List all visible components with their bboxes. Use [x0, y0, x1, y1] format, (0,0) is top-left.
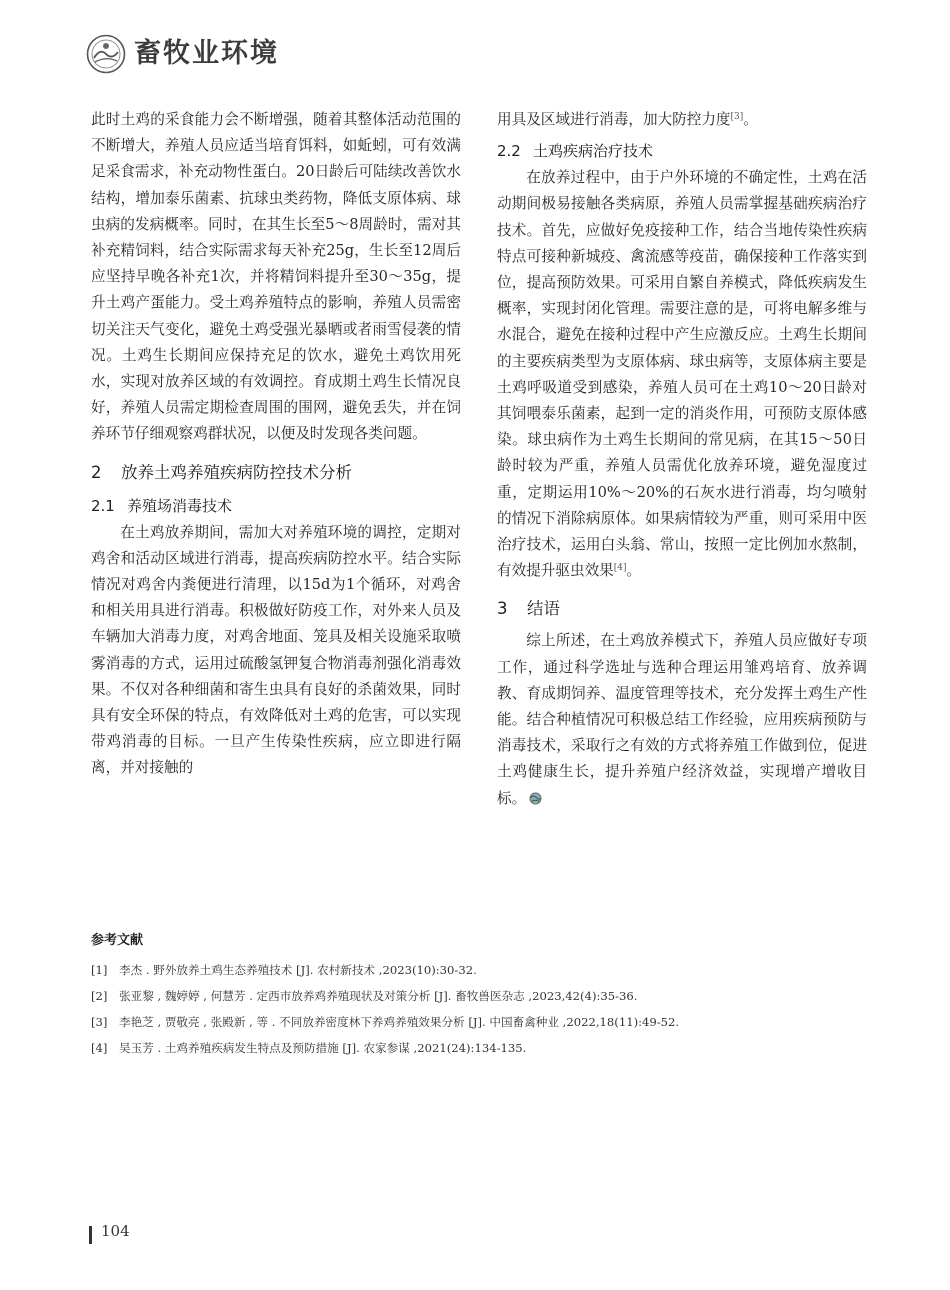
section-title: 放养土鸡养殖疾病防控技术分析 [121, 462, 352, 482]
references [91, 929, 871, 1061]
subsection-number: 2.2 [497, 142, 521, 161]
references-title: 参考文献 [91, 933, 144, 948]
subsection-heading [91, 494, 461, 518]
page-number-bar [89, 1226, 92, 1244]
reference-text: 张亚黎 , 魏婷婷 , 何慧芳 . 定西市放养鸡养殖现状及对策分析 [J]. 畜牧兽医杂志 ,2023,42(4):35-36. [119, 989, 638, 1003]
reference-text: 李艳芝 , 贾敬亮 , 张殿新 , 等 . 不同放养密度林下养鸡养殖效果分析 [J]. 中国畜禽种业 ,2022,18(11):49-52. [119, 1015, 680, 1029]
body-paragraph [497, 628, 867, 811]
paragraph-text: 在放养过程中，由于户外环境的不确定性，土鸡在活动期间极易接触各类病原，养殖人员需掌握基础疾病治疗技术。首先，应做好免疫接种工作，结合当地传染性疾病特点可接种新城疫、禽流感等疫苗，确保接种工作落实到位，提高预防效果。可采用自繁自养模式，降低疾病发生概率，实现封闭化管理。需要注意的是，可将电解多维与水混合，避免在接种过程中产生应激反应。土鸡生长期间的主要疾病类型为支原体病、球虫病等，支原体病主要是土鸡呼吸道受到感染，养殖人员可在土鸡10～20日龄对其饲喂泰乐菌素，起到一定的消炎作用，可预防支原体感染。球虫病作为土鸡生长期间的常见病，在其15～50日龄时较为严重，养殖人员需优化放养环境，避免湿度过重，定期运用10%～20%的石灰水进行消毒，均匀喷射的情况下消除病原体。如果病情较为严重，则可采用中医治疗技术，运用白头翁、常山，按照一定比例加水熬制，有效提升驱虫效果 [497, 169, 867, 580]
journal-logo-icon [86, 34, 126, 74]
body-paragraph [497, 107, 867, 133]
body-paragraph [497, 165, 867, 584]
reference-number: [3] [91, 1015, 108, 1029]
page-header [86, 30, 279, 78]
section-number: 3 [497, 599, 508, 619]
citation: [3] [730, 112, 744, 122]
section-title: 结语 [527, 599, 560, 619]
citation: [4] [613, 563, 627, 574]
subsection-title: 土鸡疾病治疗技术 [533, 142, 654, 161]
subsection-heading [497, 139, 867, 163]
subsection-title: 养殖场消毒技术 [127, 496, 233, 515]
reference-text: 李杰 . 野外放养土鸡生态养殖技术 [J]. 农村新技术 ,2023(10):30-32. [119, 963, 477, 977]
reference-item [91, 1035, 871, 1061]
reference-number: [2] [91, 989, 108, 1003]
paragraph-text: 用具及区域进行消毒，加大防控力度 [497, 111, 731, 128]
subsection-number: 2.1 [91, 496, 115, 515]
page-number: 104 [101, 1222, 130, 1240]
paragraph-text: 综上所述，在土鸡放养模式下，养殖人员应做好专项工作，通过科学选址与选种合理运用雏鸡培育、放养调教、育成期饲养、温度管理等技术，充分发挥土鸡生产性能。结合种植情况可积极总结工作经验，应用疾病预防与消毒技术，采取行之有效的方式将养殖工作做到位，促进土鸡健康生长，提升养殖户经济效益，实现增产增收目标。 [497, 632, 867, 807]
reference-item [91, 983, 871, 1009]
punctuation: 。 [743, 111, 758, 128]
reference-number: [1] [91, 963, 108, 977]
reference-item [91, 1009, 871, 1035]
section-heading [91, 458, 461, 488]
punctuation: 。 [626, 562, 642, 580]
reference-number: [4] [91, 1041, 108, 1055]
right-column [497, 107, 867, 812]
section-heading [497, 594, 867, 624]
reference-item [91, 957, 871, 983]
body-paragraph: 此时土鸡的采食能力会不断增强，随着其整体活动范围的不断增大，养殖人员应适当培育饵料，如蚯蚓，可有效满足采食需求，补充动物性蛋白。20日龄后可陆续改善饮水结构，增加泰乐菌素、抗球虫类药物，降低支原体病、球虫病的发病概率。同时，在其生长至5～8周龄时，需对其补充精饲料，结合实际需求每天补充25g，生长至12周后应坚持早晚各补充1次，并将精饲料提升至30～35g，提升土鸡产蛋能力。受土鸡养殖特点的影响，养殖人员需密切关注天气变化，避免土鸡受强光暴晒或者雨雪侵袭的情况。土鸡生长期间应保持充足的饮水，避免土鸡饮用死水，实现对放养区域的有效调控。育成期土鸡生长情况良好，养殖人员需定期检查周围的围网，避免丢失，并在饲养环节仔细观察鸡群状况，以便及时发现各类问题。 [91, 111, 461, 443]
left-column [91, 107, 461, 782]
globe-end-icon [529, 792, 542, 805]
journal-title: 畜牧业环境 [134, 38, 279, 69]
section-number: 2 [91, 462, 102, 482]
body-paragraph: 在土鸡放养期间，需加大对养殖环境的调控，定期对鸡舍和活动区域进行消毒，提高疾病防控水平。结合实际情况对鸡舍内粪便进行清理，以15d为1个循环，对鸡舍和相关用具进行消毒。积极做好防疫工作，对外来人员及车辆加大消毒力度，对鸡舍地面、笼具及相关设施采取喷雾消毒的方式，运用过硫酸氢钾复合物消毒剂强化消毒效果。不仅对各种细菌和寄生虫具有良好的杀菌效果，同时具有安全环保的特点，有效降低对土鸡的危害，可以实现带鸡消毒的目标。一旦产生传染性疾病，应立即进行隔离，并对接触的 [91, 523, 461, 777]
reference-text: 吴玉芳 . 土鸡养殖疾病发生特点及预防措施 [J]. 农家参谋 ,2021(24):134-135. [119, 1041, 527, 1055]
